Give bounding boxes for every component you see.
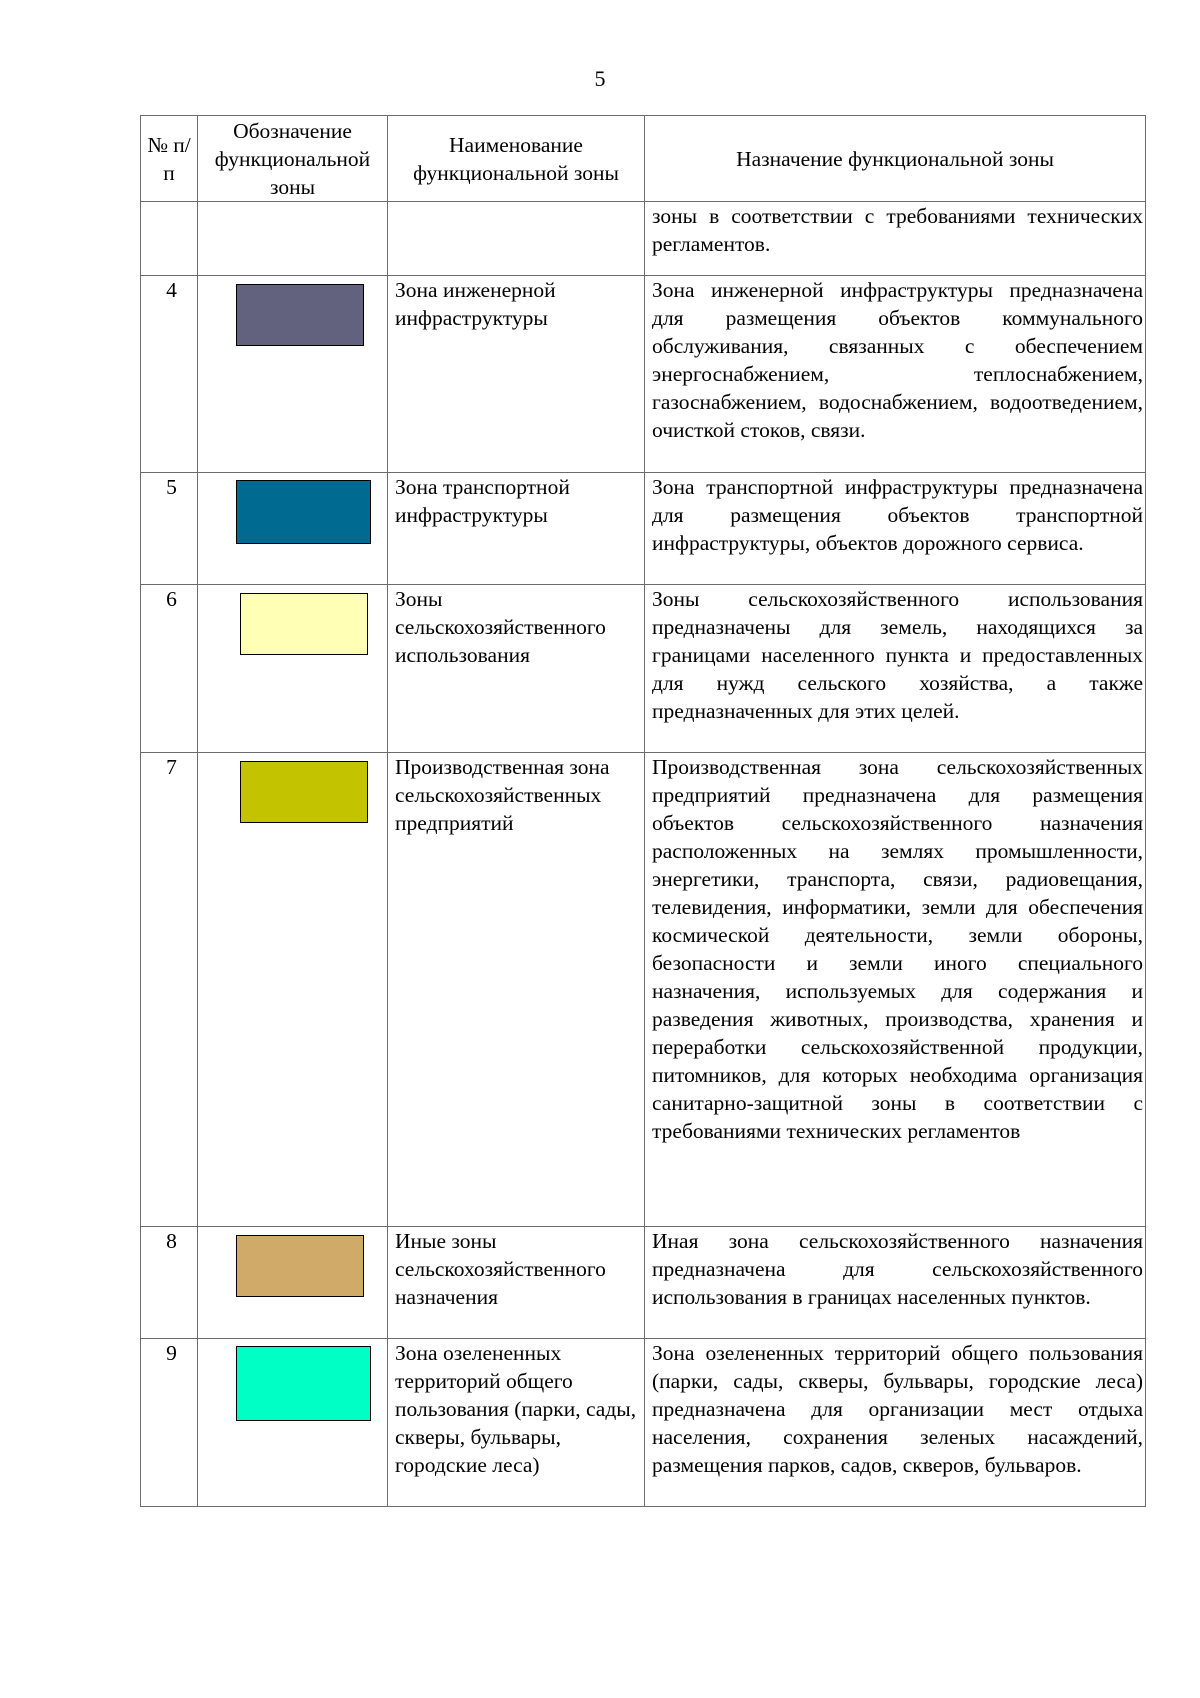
symbol-cell [198,1227,388,1339]
purpose-cell: Иная зона сельскохозяйственного назначения предназначена для сельскохозяйственного использования в границах населенных пунктов. [645,1227,1146,1339]
symbol-cell [198,202,388,276]
header-num: № п/п [141,116,198,202]
num-cell: 6 [141,585,198,753]
zone-color-swatch [236,284,364,346]
purpose-cell: Производственная зона сельскохозяйственных предприятий предназначена для размещения объектов сельскохозяйственного назначения расположенных на землях промышленности, энергетики, транспорта, связи, радиовещания, телевидения, информатики, земли для обеспечения космической деятельности, земли обороны, безопасности и земли иного специального назначения, используемых для содержания и разведения животных, производства, хранения и переработки сельскохозяйственной продукции, питомников, для которых необходима организация санитарно-защитной зоны в соответствии с требованиями технических регламентов [645,753,1146,1227]
symbol-cell [198,1339,388,1507]
symbol-cell [198,753,388,1227]
table-row [141,753,1146,1227]
header-symbol: Обозначение функциональной зоны [198,116,388,202]
table-row [141,585,1146,753]
zones-table [140,115,1146,1507]
name-cell: Зоны сельскохозяйственного использования [388,585,645,753]
purpose-cell: зоны в соответствии с требованиями технических регламентов. [645,202,1146,276]
name-cell: Зона озелененных территорий общего пользования (парки, сады, скверы, бульвары, городские леса) [388,1339,645,1507]
name-cell: Зона транспортной инфраструктуры [388,473,645,585]
num-cell: 7 [141,753,198,1227]
num-cell: 9 [141,1339,198,1507]
symbol-cell [198,473,388,585]
zone-color-swatch [236,480,371,544]
table-row-continuation [141,202,1146,276]
table-row [141,1339,1146,1507]
table-row [141,473,1146,585]
num-cell [141,202,198,276]
zone-color-swatch [236,1235,364,1297]
num-cell: 8 [141,1227,198,1339]
zone-color-swatch [240,593,368,655]
zone-color-swatch [240,761,368,823]
name-cell: Иные зоны сельскохозяйственного назначения [388,1227,645,1339]
header-name: Наименование функциональной зоны [388,116,645,202]
purpose-cell: Зона транспортной инфраструктуры предназначена для размещения объектов транспортной инфраструктуры, объектов дорожного сервиса. [645,473,1146,585]
purpose-cell: Зоны сельскохозяйственного использования предназначены для земель, находящихся за границами населенного пункта и предоставленных для нужд сельского хозяйства, а также предназначенных для этих целей. [645,585,1146,753]
num-cell: 5 [141,473,198,585]
num-cell: 4 [141,276,198,473]
table-row [141,276,1146,473]
name-cell: Производственная зона сельскохозяйственных предприятий [388,753,645,1227]
symbol-cell [198,585,388,753]
page-number: 5 [594,66,606,91]
name-cell: Зона инженерной инфраструктуры [388,276,645,473]
table-row [141,1227,1146,1339]
name-cell [388,202,645,276]
symbol-cell [198,276,388,473]
purpose-cell: Зона инженерной инфраструктуры предназначена для размещения объектов коммунального обслуживания, связанных с обеспечением энергоснабжением, теплоснабжением, газоснабжением, водоснабжением, водоотведением, очисткой стоков, связи. [645,276,1146,473]
header-row [141,116,1146,202]
zone-color-swatch [236,1346,371,1421]
header-purpose: Назначение функциональной зоны [645,116,1146,202]
purpose-cell: Зона озелененных территорий общего пользования (парки, сады, скверы, бульвары, городские леса) предназначена для организации мест отдыха населения, сохранения зеленых насаждений, размещения парков, садов, скверов, бульваров. [645,1339,1146,1507]
